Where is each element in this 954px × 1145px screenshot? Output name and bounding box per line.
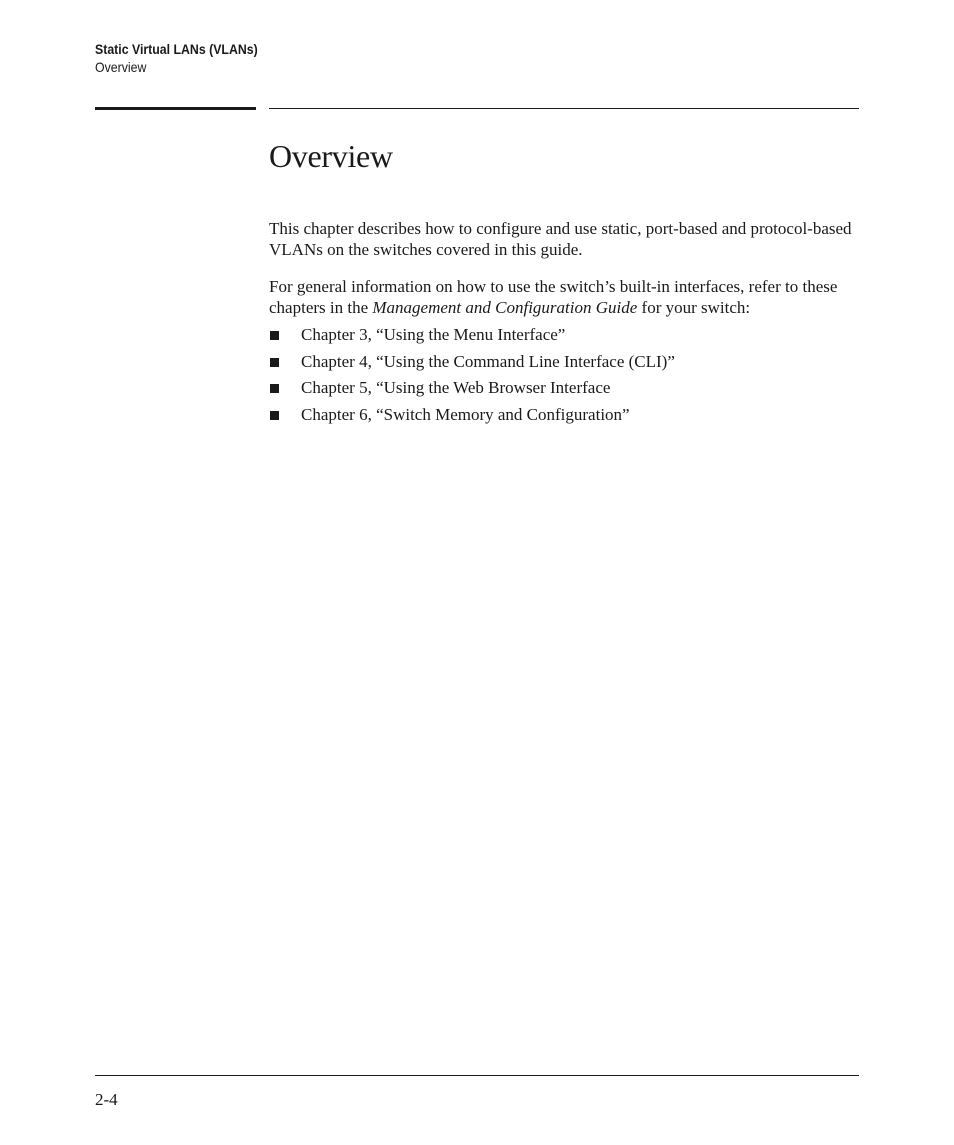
running-head-section-name: Overview	[95, 59, 147, 75]
square-bullet-icon	[270, 331, 279, 340]
header-thick-rule	[95, 107, 256, 110]
square-bullet-icon	[270, 411, 279, 420]
list-item	[269, 404, 863, 425]
intro-paragraph: This chapter describes how to configure and use static, port-based and protocol-based VLANs on the switches covered in this guide.	[269, 219, 852, 259]
header-thin-rule	[269, 108, 859, 109]
list-item-text: Chapter 6, “Switch Memory and Configuration”	[301, 404, 630, 424]
reference-text-before: For general information on how to use the switch’s built-in interfaces, refer to these chapters in the	[269, 277, 838, 317]
page-number: 2-4	[95, 1090, 118, 1109]
list-item-text: Chapter 5, “Using the Web Browser Interface	[301, 378, 611, 397]
list-item-text: Chapter 4, “Using the Command Line Interface (CLI)”	[301, 351, 675, 371]
running-head	[95, 40, 258, 76]
square-bullet-icon	[270, 358, 279, 367]
list-item	[269, 351, 863, 372]
chapter-list	[269, 324, 863, 425]
list-item	[269, 324, 863, 345]
reference-paragraph	[269, 276, 863, 318]
footer-rule	[95, 1075, 859, 1076]
list-item	[269, 377, 863, 398]
list-item-text: Chapter 3, “Using the Menu Interface”	[301, 325, 566, 344]
page-title: Overview	[269, 138, 393, 174]
guide-title: Management and Configuration Guide	[372, 298, 638, 317]
square-bullet-icon	[270, 384, 279, 393]
running-head-chapter-title: Static Virtual LANs (VLANs)	[95, 41, 258, 57]
main-content	[269, 134, 863, 430]
reference-text-after: for your switch:	[637, 298, 751, 317]
